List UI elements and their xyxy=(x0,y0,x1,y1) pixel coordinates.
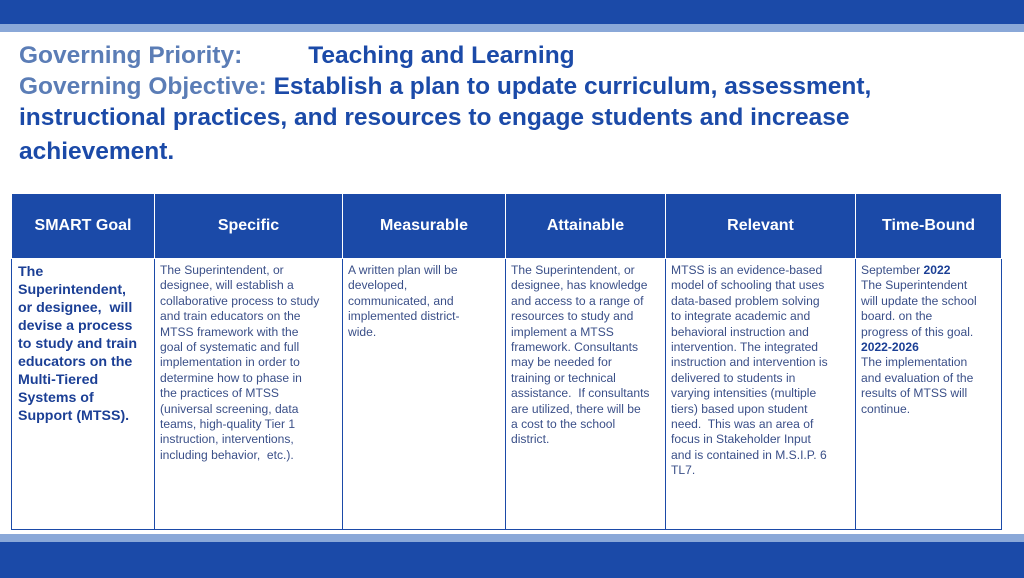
cell-line: the practices of MTSS xyxy=(160,386,279,401)
objective-text-line-1: Establish a plan to update curriculum, assessment, xyxy=(273,73,872,100)
start-month: September xyxy=(861,263,924,277)
top-banner-stripe xyxy=(0,24,1024,32)
time-bound-cell xyxy=(856,259,1002,530)
start-year: 2022 xyxy=(923,263,951,277)
objective-text-line-3: achievement. xyxy=(19,138,175,165)
priority-value: Teaching and Learning xyxy=(308,42,575,69)
table-header-row xyxy=(12,194,1002,259)
smart-goal-table xyxy=(11,193,1002,530)
column-header-measurable: Measurable xyxy=(343,194,506,259)
smart-goal-cell xyxy=(12,259,155,530)
column-header-specific: Specific xyxy=(155,194,343,259)
cell-line: may be needed for xyxy=(511,355,612,370)
cell-line: resources to study and xyxy=(511,309,634,324)
cell-line: MTSS framework with the xyxy=(160,324,299,339)
measurable-cell xyxy=(343,259,506,530)
cell-line: focus in Stakeholder Input xyxy=(671,432,811,447)
cell-line: to integrate academic and xyxy=(671,309,811,324)
cell-line: and train educators on the xyxy=(160,309,301,324)
cell-line: including behavior, etc.). xyxy=(160,447,294,462)
cell-line: Multi-Tiered xyxy=(18,372,99,388)
cell-line: delivered to students in xyxy=(671,370,796,385)
cell-line: goal of systematic and full xyxy=(160,340,300,355)
priority-line xyxy=(19,40,1009,71)
attainable-cell xyxy=(506,259,666,530)
cell-line: data-based problem solving xyxy=(671,293,820,308)
cell-line: to study and train xyxy=(18,336,138,352)
slide-heading xyxy=(19,40,1009,167)
cell-line: designee, has knowledge xyxy=(511,278,648,293)
cell-line: tiers) based upon student xyxy=(671,401,808,416)
column-header-relevant: Relevant xyxy=(666,194,856,259)
cell-line: educators on the xyxy=(18,354,133,370)
cell-line: district. xyxy=(511,432,550,447)
cell-line: and access to a range of xyxy=(511,293,644,308)
cell-line: instruction and intervention is xyxy=(671,355,828,370)
cell-line: progress of this goal. xyxy=(861,324,974,339)
cell-line: are utilized, there will be xyxy=(511,401,641,416)
cell-line: teams, high-quality Tier 1 xyxy=(160,417,296,432)
cell-line: collaborative process to study xyxy=(160,293,320,308)
year-range: 2022-2026 xyxy=(861,340,919,355)
cell-line: instruction, interventions, xyxy=(160,432,294,447)
specific-cell xyxy=(155,259,343,530)
column-header-smart-goal: SMART Goal xyxy=(12,194,155,259)
cell-line: will update the school xyxy=(861,293,977,308)
cell-line: assistance. If consultants xyxy=(511,386,650,401)
cell-line: (universal screening, data xyxy=(160,401,299,416)
cell-line: The Superintendent, or xyxy=(160,263,284,277)
cell-line: implemented district- xyxy=(348,309,460,324)
cell-line xyxy=(861,263,996,278)
cell-line: A written plan will be xyxy=(348,263,458,277)
cell-line: results of MTSS will xyxy=(861,386,968,401)
objective-line xyxy=(19,71,1009,102)
column-header-time-bound: Time-Bound xyxy=(856,194,1002,259)
cell-line: Superintendent, xyxy=(18,282,126,298)
cell-line: The xyxy=(18,264,44,280)
cell-line: and is contained in M.S.I.P. 6 xyxy=(671,447,827,462)
cell-line: and evaluation of the xyxy=(861,370,974,385)
cell-line: Systems of xyxy=(18,390,94,406)
cell-line: determine how to phase in xyxy=(160,370,302,385)
cell-line: MTSS is an evidence-based xyxy=(671,263,823,277)
cell-line: continue. xyxy=(861,401,911,416)
cell-line: Support (MTSS). xyxy=(18,408,130,424)
cell-line: training or technical xyxy=(511,370,616,385)
column-header-attainable: Attainable xyxy=(506,194,666,259)
cell-line: devise a process xyxy=(18,318,133,334)
cell-line: framework. Consultants xyxy=(511,340,639,355)
cell-line: a cost to the school xyxy=(511,417,616,432)
cell-line: TL7. xyxy=(671,463,696,478)
cell-line: implementation in order to xyxy=(160,355,300,370)
cell-line: or designee, will xyxy=(18,300,133,316)
cell-line: The Superintendent xyxy=(861,278,968,293)
cell-line: implement a MTSS xyxy=(511,324,614,339)
cell-line: varying intensities (multiple xyxy=(671,386,817,401)
bottom-banner-bar xyxy=(0,542,1024,578)
cell-line: designee, will establish a xyxy=(160,278,294,293)
cell-line: wide. xyxy=(348,324,377,339)
cell-line: intervention. The integrated xyxy=(671,340,819,355)
cell-line: need. This was an area of xyxy=(671,417,814,432)
cell-line: The implementation xyxy=(861,355,968,370)
cell-line: model of schooling that uses xyxy=(671,278,825,293)
cell-line: communicated, and xyxy=(348,293,454,308)
priority-label: Governing Priority: xyxy=(19,42,243,69)
cell-line: board. on the xyxy=(861,309,933,324)
bottom-banner-stripe xyxy=(0,534,1024,542)
relevant-cell xyxy=(666,259,856,530)
cell-line: behavioral instruction and xyxy=(671,324,809,339)
cell-line: developed, xyxy=(348,278,408,293)
table-row xyxy=(12,259,1002,530)
cell-line: The Superintendent, or xyxy=(511,263,635,277)
objective-label: Governing Objective: xyxy=(19,73,267,100)
top-banner-bar xyxy=(0,0,1024,24)
objective-text-line-2: instructional practices, and resources to engage students and increase xyxy=(19,104,850,131)
